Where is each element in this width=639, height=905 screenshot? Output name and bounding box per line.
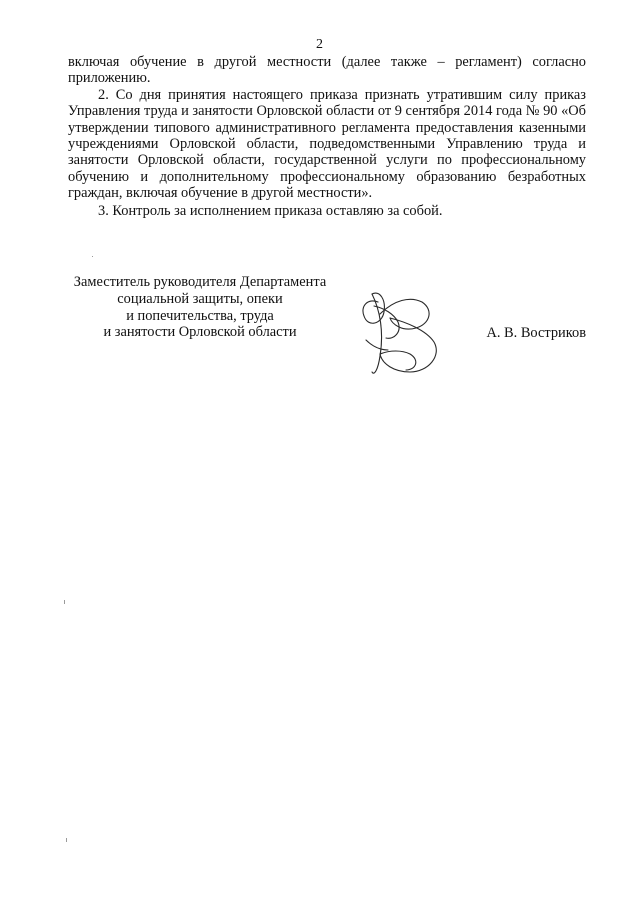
signer-position	[60, 274, 340, 341]
scan-mark	[64, 600, 65, 604]
scan-mark	[92, 256, 93, 257]
signer-position-line: и попечительства, труда	[126, 307, 274, 324]
handwritten-signature	[350, 280, 450, 380]
scan-mark	[66, 838, 67, 842]
signer-position-line: социальной защиты, опеки	[117, 290, 283, 307]
paragraph-item-2: 2. Со дня принятия настоящего приказа признать утратившим силу приказ Управления труда и занятости Орловской области от 9 сентября 2014 года № 90 «Об утверждении типового административного регламента предоставления казенными учреждениями Орловской области, подведомственными Управлению труда и занятости Орловской области, государственной услуги по профессиональному обучению и дополнительному профессиональному образованию безработных граждан, включая обучение в другой местности».	[68, 86, 586, 202]
signer-position-line: Заместитель руководителя Департамента	[73, 274, 327, 290]
page-number: 2	[316, 37, 323, 52]
signer-name: А. В. Востриков	[486, 325, 586, 341]
signature-strokes	[363, 293, 436, 373]
signer-position-line: и занятости Орловской области	[103, 324, 297, 341]
continuation-paragraph: включая обучение в другой местности (далее также – регламент) согласно приложению.	[68, 54, 586, 87]
body-text	[68, 54, 586, 219]
paragraph-item-3: 3. Контроль за исполнением приказа оставляю за собой.	[98, 202, 443, 219]
